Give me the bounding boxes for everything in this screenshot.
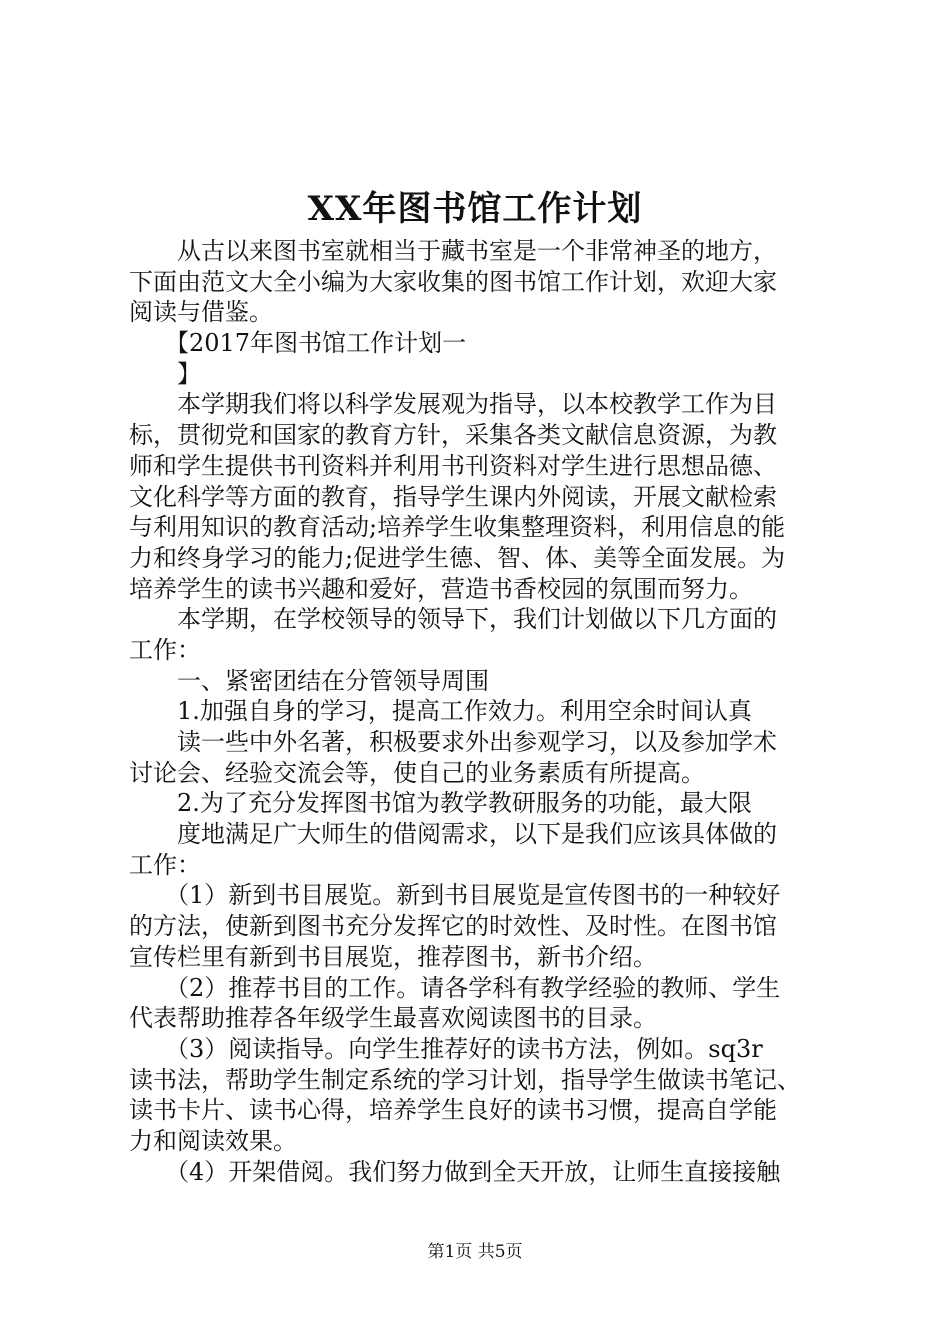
text-line: 一、紧密团结在分管领导周围 (129, 666, 489, 695)
text-line: 1.加强自身的学习，提高工作效力。利用空余时间认真 (129, 697, 752, 726)
text-line: 读书卡片、读书心得，培养学生良好的读书习惯，提高自学能 (129, 1096, 777, 1125)
text-line: 读一些中外名著，积极要求外出参观学习，以及参加学术 (129, 728, 777, 756)
text-line: 度地满足广大师生的借阅需求，以下是我们应该具体做的 (129, 820, 777, 849)
text-line: 读书法，帮助学生制定系统的学习计划，指导学生做读书笔记、 (129, 1065, 801, 1094)
text-line: 与利用知识的教育活动;培养学生收集整理资料，利用信息的能 (129, 513, 786, 542)
text-line: 力和终身学习的能力;促进学生德、智、体、美等全面发展。为 (129, 543, 786, 572)
text-line: 本学期我们将以科学发展观为指导，以本校教学工作为目 (129, 390, 777, 419)
text-line: （1）新到书目展览。新到书目展览是宣传图书的一种较好 (129, 881, 781, 910)
text-line: 工作： (129, 635, 201, 664)
text-line: 本学期，在学校领导的领导下，我们计划做以下几方面的 (129, 605, 777, 634)
text-line: （4）开架借阅。我们努力做到全天开放，让师生直接接触 (129, 1157, 781, 1186)
text-line: 培养学生的读书兴趣和爱好，营造书香校园的氛围而努力。 (129, 574, 753, 603)
text-line: 文化科学等方面的教育，指导学生课内外阅读，开展文献检索 (129, 482, 777, 511)
text-line: 】 (129, 359, 201, 388)
text-line: 2.为了充分发挥图书馆为教学教研服务的功能，最大限 (129, 789, 752, 818)
page-footer: 第1页 共5页 (427, 1242, 523, 1262)
text-line: 下面由范文大全小编为大家收集的图书馆工作计划，欢迎大家 (129, 267, 777, 296)
text-line: 师和学生提供书刊资料并利用书刊资料对学生进行思想品德、 (129, 451, 777, 480)
text-line: 从古以来图书室就相当于藏书室是一个非常神圣的地方， (129, 237, 777, 265)
text-line: 宣传栏里有新到书目展览，推荐图书，新书介绍。 (129, 942, 657, 971)
document-body (129, 236, 834, 1187)
document-title: XX年图书馆工作计划 (307, 189, 643, 229)
text-line: 讨论会、经验交流会等，使自己的业务素质有所提高。 (129, 758, 705, 787)
text-line: 力和阅读效果。 (129, 1126, 297, 1155)
text-line: （2）推荐书目的工作。请各学科有教学经验的教师、学生 (129, 973, 781, 1002)
text-line: 标，贯彻党和国家的教育方针，采集各类文献信息资源，为教 (129, 421, 777, 450)
text-line: 代表帮助推荐各年级学生最喜欢阅读图书的目录。 (129, 1004, 657, 1033)
text-line: （3）阅读指导。向学生推荐好的读书方法，例如。sq3r (129, 1034, 763, 1063)
text-line: 阅读与借鉴。 (129, 298, 273, 327)
text-line: 工作： (129, 850, 201, 879)
text-line: 的方法，使新到图书充分发挥它的时效性、及时性。在图书馆 (129, 912, 777, 941)
text-line: 【2017年图书馆工作计划一 (129, 329, 467, 358)
